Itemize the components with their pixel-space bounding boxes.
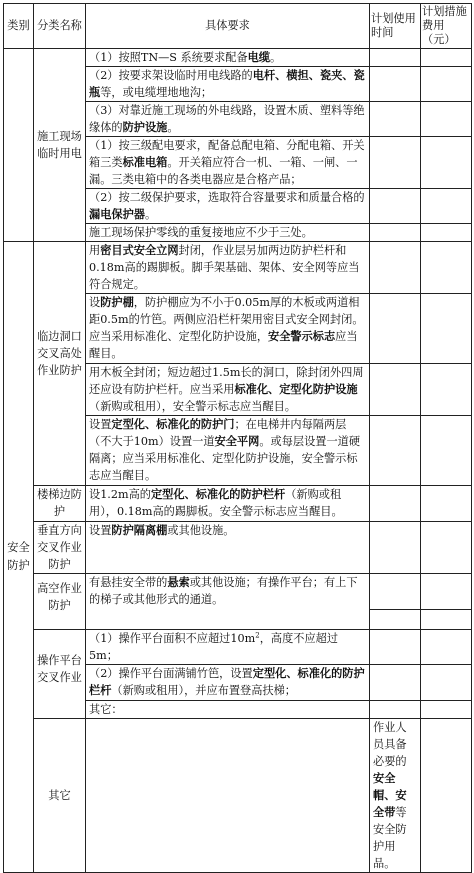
header-row <box>4 4 472 49</box>
req-power-1: （1）按照TN—S 系统要求配备电缆。 <box>86 49 370 67</box>
subcategory-edge: 临边洞口交叉高处作业防护 <box>34 242 86 486</box>
subcategory-stair: 楼梯边防护 <box>34 486 86 522</box>
table-row <box>4 522 472 574</box>
req-edge-3: 用木板全封闭；短边超过1.5m长的洞口，除封闭外四周还应设有防护栏杆。应当采用标准化、定型化防护设施（新购或租用），安全警示标志应当醒目。 <box>86 364 370 416</box>
req-platform-1: （1）操作平台面积不应超过$10m^2$，高度不应超过5m； <box>86 630 370 665</box>
subcategory-platform: 操作平台交叉作业 <box>34 630 86 719</box>
table-row <box>4 486 472 522</box>
req-power-5: （2）按二级保护要求，选取符合容量要求和质量合格的漏电保护器。 <box>86 189 370 224</box>
header-requirement: 具体要求 <box>86 4 370 49</box>
header-plan-cost: 计划措施费用（元） <box>421 4 472 49</box>
safety-measures-table <box>3 3 472 873</box>
header-category: 类别 <box>4 4 34 49</box>
subcategory-power: 施工现场临时用电 <box>34 49 86 242</box>
category-cell-power <box>4 49 34 242</box>
req-power-4: （1）按三级配电要求，配备总配电箱、分配电箱、开关箱三类标准电箱。开关箱应符合一机、一箱、一闸、一漏。三类电箱中的各类电器应是合格产品； <box>86 137 370 189</box>
table-row <box>4 242 472 294</box>
req-edge-4: 设置定型化、标准化的防护门；在电梯井内每隔两层（不大于10m）设置一道安全平网。或每层设置一道硬隔离；应当采用标准化、定型化防护设施，安全警示标志应当醒目。 <box>86 416 370 486</box>
header-plan-time: 计划使用时间 <box>370 4 421 49</box>
req-high-1: 有悬挂安全带的悬索或其他设施；有操作平台；有上下的梯子或其他形式的通道。 <box>86 574 370 630</box>
req-platform-2: （2）操作平台面满铺竹笆，设置定型化、标准化的防护栏杆（新购或租用），并应布置登高扶梯； <box>86 665 370 701</box>
req-power-2: （2）按要求架设临时用电线路的电杆、横担、瓷夹、瓷瓶等，或电缆埋地地沟； <box>86 67 370 102</box>
subcategory-vertical: 垂直方向交叉作业防护 <box>34 522 86 574</box>
req-stair-1: 设1.2m高的定型化、标准化的防护栏杆（新购或租用），0.18m高的踢脚板。安全警示标志应当醒目。 <box>86 486 370 522</box>
plan-cost-cell <box>421 49 472 67</box>
req-other-1: 作业人员具备必要的安全帽、安全带等安全防护用品。 <box>370 719 421 873</box>
table-row <box>4 719 472 873</box>
plan-time-cell <box>370 49 421 67</box>
req-edge-2: 设防护棚，防护棚应为不小于0.05m厚的木板或两道相距0.5m的竹笆。两侧应沿栏杆架用密目式安全网封闭。应当采用标准化、定型化防护设施，安全警示标志应当醒目。 <box>86 294 370 364</box>
subcategory-high: 高空作业防护 <box>34 574 86 630</box>
table-row <box>4 574 472 610</box>
req-platform-3: 其它： <box>86 701 370 719</box>
table-row <box>4 49 472 67</box>
req-power-6: 施工现场保护零线的重复接地应不少于三处。 <box>86 224 370 242</box>
category-other: 其它 <box>34 719 86 873</box>
header-subcategory: 分类名称 <box>34 4 86 49</box>
table-row <box>4 630 472 665</box>
category-safety: 安全防护 <box>4 242 34 873</box>
req-vertical-1: 设置防护隔离棚或其他设施。 <box>86 522 370 574</box>
req-power-3: （3）对靠近施工现场的外电线路，设置木质、塑料等绝缘体的防护设施。 <box>86 102 370 137</box>
req-edge-1: 用密目式安全立网封闭，作业层另加两边防护栏杆和0.18m高的踢脚板。脚手架基础、架体、安全网等应当符合规定。 <box>86 242 370 294</box>
